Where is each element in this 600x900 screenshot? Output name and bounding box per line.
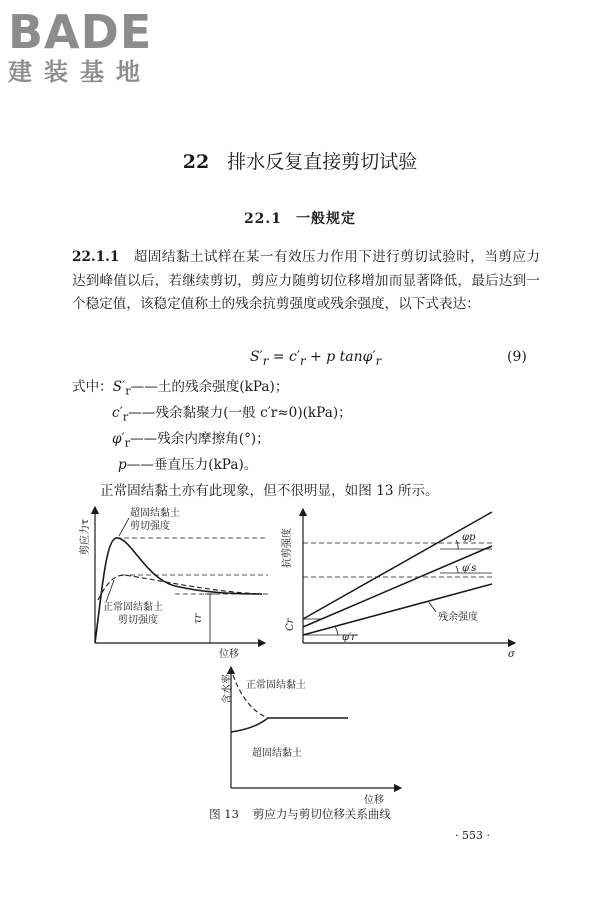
variable-item — [118, 454, 257, 476]
residual-label-leader — [428, 601, 436, 612]
bottom-normal-label: 正常固结黏土 — [246, 680, 306, 691]
over-label-1: 超固结黏土 — [130, 508, 180, 519]
over-moisture-curve — [231, 718, 268, 732]
over-label-leader — [119, 518, 129, 536]
variable-desc: ——残余内摩擦角(°)； — [130, 431, 270, 447]
variable-prefix: 式中： — [72, 379, 113, 395]
chapter-title — [0, 147, 600, 174]
bottom-over-label: 超固结黏土 — [252, 748, 302, 759]
formula-phi: φ′ — [362, 349, 376, 365]
formula-eq: = — [268, 349, 289, 365]
normal-label-1: 正常固结黏土 — [103, 602, 163, 613]
page-number: · 553 · — [455, 829, 490, 842]
variable-symbol: φ′ — [112, 431, 125, 447]
section-title-text: 一般规定 — [296, 211, 357, 227]
residual-label: 残余强度 — [438, 612, 478, 623]
logo-brand: BADE — [8, 5, 153, 59]
variable-subscript: r — [124, 435, 131, 450]
right-y-label: 抗剪强度 — [282, 528, 293, 568]
bottom-y-label: 含水率 — [222, 674, 233, 704]
variable-subscript: r — [122, 409, 129, 424]
site-logo — [8, 6, 152, 86]
formula-c-sub: r — [300, 353, 306, 368]
clause-number: 22.1.1 — [72, 249, 120, 265]
variable-item — [112, 402, 352, 424]
note-text: 正常固结黏土亦有此现象，但不很明显，如图 13 所示。 — [100, 483, 439, 499]
variable-desc: ——残余黏聚力(一般 c′r≈0)(kPa)； — [128, 405, 352, 421]
variable-subscript: r — [125, 383, 131, 398]
formula-lhs: S′ — [250, 349, 263, 365]
left-x-label: 位移 — [219, 649, 239, 660]
phi-p-label: φp — [462, 532, 476, 543]
variable-desc: ——土的残余强度(kPa)； — [130, 379, 289, 395]
phi-p-arc — [456, 540, 458, 549]
variable-item — [112, 428, 270, 450]
phi-r-arc — [335, 626, 338, 635]
section-title — [0, 208, 600, 228]
chapter-number: 22 — [182, 151, 210, 173]
clause-text: 超固结黏土试样在某一有效压力作用下进行剪切试验时，当剪应力达到峰值以后，若继续剪切，剪应力随剪切位移增加而显著降低，最后达到一个稳定值，该稳定值称土的残余抗剪强度或残余强度，以下式表达： — [72, 249, 540, 312]
variable-item — [72, 376, 288, 398]
clause-paragraph — [72, 246, 540, 317]
variable-symbol: S′ — [112, 379, 126, 395]
figure-number: 图 13 — [209, 807, 239, 821]
over-label-2: 剪切强度 — [130, 521, 170, 532]
bottom-chart — [220, 670, 398, 805]
formula-c: c′ — [289, 349, 301, 365]
normal-label-leader — [106, 580, 114, 602]
left-y-label: 剪应力τ — [80, 518, 91, 555]
right-chart — [280, 512, 516, 660]
left-chart — [78, 506, 268, 660]
formula-number: (9) — [507, 349, 527, 365]
right-x-label: σ — [508, 649, 515, 660]
overconsolidated-curve — [95, 538, 262, 643]
figure-13 — [0, 500, 600, 805]
phi-s-arc — [456, 566, 458, 573]
logo-subtitle: 建装基地 — [8, 58, 152, 86]
tau-r-label: τr — [193, 613, 204, 624]
chapter-title-text: 排水反复直接剪切试验 — [227, 151, 418, 173]
formula-ptan: p tan — [326, 349, 363, 365]
cr-label: Cr — [285, 618, 296, 631]
phi-s-label: φ′s — [462, 563, 477, 574]
residual-strength-line — [303, 584, 492, 635]
formula-lhs-sub: r — [262, 353, 269, 368]
section-number: 22.1 — [243, 211, 283, 227]
figure-title: 剪应力与剪切位移关系曲线 — [252, 807, 391, 821]
variable-symbol: p — [118, 457, 127, 473]
normal-label-2: 剪切强度 — [118, 615, 158, 626]
formula — [250, 349, 381, 368]
bottom-x-label: 位移 — [364, 795, 384, 805]
formula-plus: + — [305, 349, 327, 365]
phi-r-label: φ′r — [342, 632, 357, 643]
figure-caption — [0, 806, 600, 822]
formula-phi-sub: r — [375, 353, 382, 368]
variable-desc: ——垂直压力(kPa)。 — [126, 457, 258, 473]
variable-symbol: c′ — [112, 405, 123, 421]
